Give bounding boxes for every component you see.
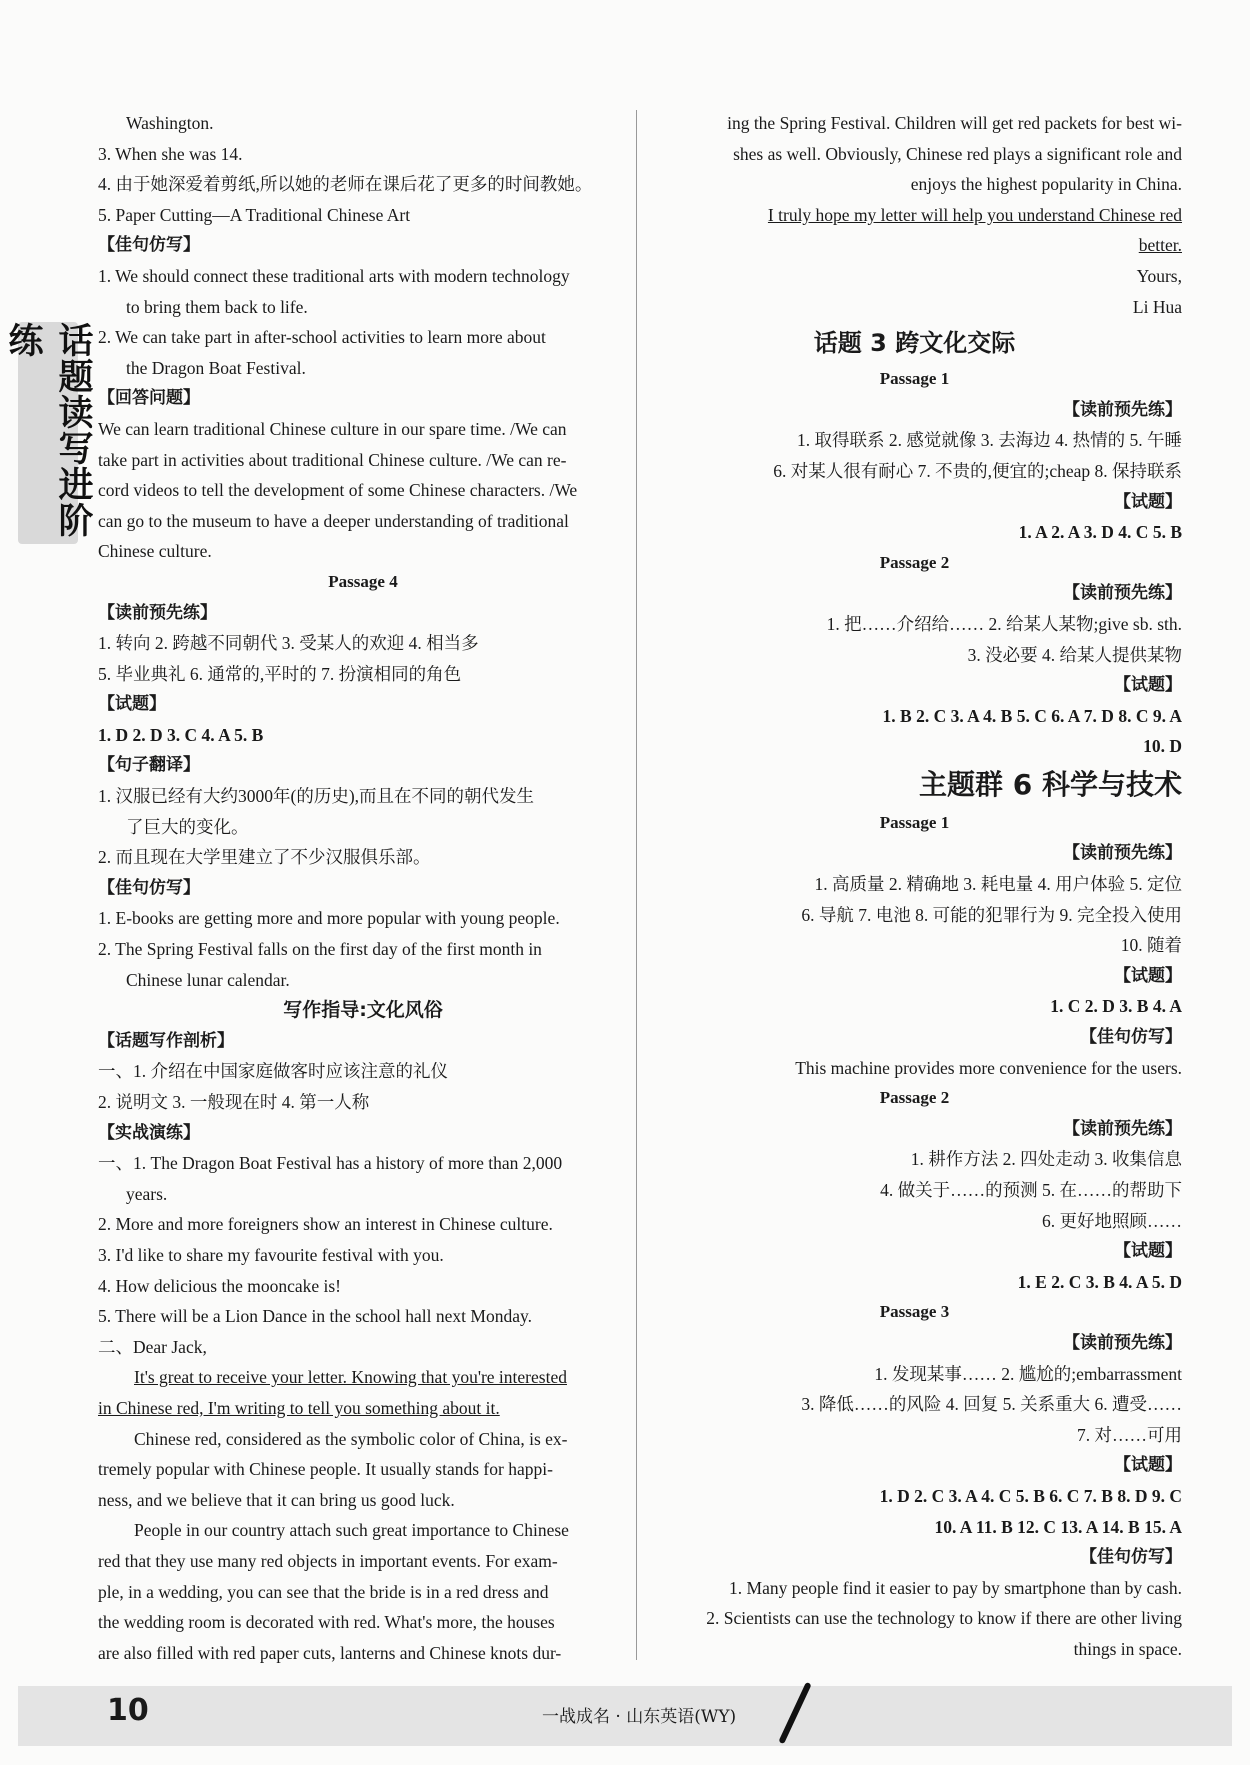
answer-line: 4. 由于她深爱着剪纸,所以她的老师在课后花了更多的时间教她。 xyxy=(98,174,593,195)
letter-line: the wedding room is decorated with red. What's more, the houses xyxy=(98,1612,555,1633)
answer-line: Washington. xyxy=(126,113,214,133)
letter-signature: Li Hua xyxy=(1132,296,1182,317)
answer-line: cord videos to tell the development of some Chinese characters. /We xyxy=(98,480,578,501)
answer-line: 6. 导航 7. 电池 8. 可能的犯罪行为 9. 完全投入使用 xyxy=(801,904,1182,925)
answer-line: 5. Paper Cutting—A Traditional Chinese Art xyxy=(98,204,411,225)
answer-line: 1. E-books are getting more and more popular with young people. xyxy=(98,908,560,929)
answer-line: to bring them back to life. xyxy=(126,296,308,317)
answer-line: 1. 发现某事…… 2. 尴尬的;embarrassment xyxy=(874,1363,1182,1384)
letter-closing: Yours, xyxy=(1136,265,1182,286)
answer-line: 1. E 2. C 3. B 4. A 5. D xyxy=(1017,1271,1182,1292)
letter-line: red that they use many red objects in important events. For exam- xyxy=(98,1550,558,1571)
answer-line: 1. 高质量 2. 精确地 3. 耗电量 4. 用户体验 5. 定位 xyxy=(814,874,1182,895)
answer-line: 3. 降低……的风险 4. 回复 5. 关系重大 6. 遭受…… xyxy=(801,1394,1182,1415)
passage-title: Passage 2 xyxy=(879,552,950,572)
answer-line: 2. 而且现在大学里建立了不少汉服俱乐部。 xyxy=(98,847,431,868)
section-heading: 【话题写作剖析】 xyxy=(98,1030,234,1051)
answer-line: 2. Scientists can use the technology to know if there are other living xyxy=(706,1608,1182,1629)
letter-line: enjoys the highest popularity in China. xyxy=(910,174,1182,195)
answer-line: Chinese lunar calendar. xyxy=(126,969,290,990)
side-tab-label: 话题读写进阶练 xyxy=(3,322,93,538)
answer-line: 1. A 2. A 3. D 4. C 5. B xyxy=(1018,522,1182,543)
answer-line: 一、1. The Dragon Boat Festival has a history of more than 2,000 xyxy=(98,1153,563,1174)
column-divider xyxy=(636,110,637,1660)
section-heading: 【读前预先练】 xyxy=(1063,1332,1182,1353)
letter-line: I truly hope my letter will help you understand Chinese red xyxy=(767,204,1182,225)
passage-title: Passage 1 xyxy=(879,369,950,389)
footer-title: 一战成名 · 山东英语(WY) xyxy=(542,1707,737,1727)
section-heading: 【佳句仿写】 xyxy=(98,235,200,256)
passage-title: Passage 2 xyxy=(879,1088,950,1108)
letter-line: shes as well. Obviously, Chinese red plays a significant role and xyxy=(733,143,1182,164)
answer-line: 10. D xyxy=(1143,736,1182,757)
answer-line: can go to the museum to have a deeper understanding of traditional xyxy=(98,510,569,531)
answer-line: 3. I'd like to share my favourite festival with you. xyxy=(98,1244,444,1265)
answer-line: Chinese culture. xyxy=(98,541,212,562)
answer-line: 1. B 2. C 3. A 4. B 5. C 6. A 7. D 8. C 9. A xyxy=(882,705,1182,726)
answer-line: 1. 汉服已经有大约3000年(的历史),而且在不同的朝代发生 xyxy=(98,786,535,807)
right-column xyxy=(647,108,1182,1665)
answer-line: 3. When she was 14. xyxy=(98,143,243,164)
answer-line: We can learn traditional Chinese culture in our spare time. /We can xyxy=(98,418,567,439)
answer-line: 1. Many people find it easier to pay by smartphone than by cash. xyxy=(729,1577,1182,1598)
answer-line: 5. There will be a Lion Dance in the school hall next Monday. xyxy=(98,1306,532,1327)
answer-line: 6. 对某人很有耐心 7. 不贵的,便宜的;cheap 8. 保持联系 xyxy=(773,460,1182,481)
passage-title: Passage 4 xyxy=(328,571,398,591)
answer-line: 2. More and more foreigners show an interest in Chinese culture. xyxy=(98,1214,553,1235)
answer-line: take part in activities about traditional Chinese culture. /We can re- xyxy=(98,449,567,470)
answer-line: 5. 毕业典礼 6. 通常的,平时的 7. 扮演相同的角色 xyxy=(98,663,462,684)
answer-line: 10. 随着 xyxy=(1120,935,1182,956)
answer-line: 了巨大的变化。 xyxy=(126,816,249,837)
theme-group-title: 主题群 6 科学与技术 xyxy=(919,767,1182,801)
answer-line: 2. The Spring Festival falls on the first day of the first month in xyxy=(98,939,542,960)
letter-salutation: 二、Dear Jack, xyxy=(98,1336,207,1357)
section-heading: 【试题】 xyxy=(1114,491,1182,512)
answer-line: the Dragon Boat Festival. xyxy=(126,357,306,378)
letter-line: better. xyxy=(1138,235,1182,256)
answer-line: 1. D 2. D 3. C 4. A 5. B xyxy=(98,724,264,745)
letter-line: It's great to receive your letter. Knowing that you're interested xyxy=(134,1367,567,1388)
section-heading: 【试题】 xyxy=(1114,675,1182,696)
answer-line: 1. D 2. C 3. A 4. C 5. B 6. C 7. B 8. D 9. C xyxy=(879,1485,1182,1506)
answer-line: things in space. xyxy=(1073,1638,1182,1659)
section-heading: 【读前预先练】 xyxy=(1063,843,1182,864)
section-heading: 【试题】 xyxy=(1114,965,1182,986)
answer-line: This machine provides more convenience for the users. xyxy=(795,1057,1182,1078)
left-column xyxy=(98,108,628,1668)
letter-line: are also filled with red paper cuts, lanterns and Chinese knots dur- xyxy=(98,1642,562,1663)
section-heading: 【读前预先练】 xyxy=(1063,1118,1182,1139)
section-heading: 【读前预先练】 xyxy=(98,602,217,623)
answer-line: 一、1. 介绍在中国家庭做客时应该注意的礼仪 xyxy=(98,1061,448,1082)
section-heading: 【佳句仿写】 xyxy=(1080,1547,1182,1568)
passage-title: Passage 3 xyxy=(879,1302,950,1322)
passage-title: Passage 1 xyxy=(879,812,950,832)
section-heading: 【试题】 xyxy=(1114,1241,1182,1262)
answer-line: 4. How delicious the mooncake is! xyxy=(98,1275,342,1296)
answer-line: 1. C 2. D 3. B 4. A xyxy=(1050,996,1182,1017)
letter-line: in Chinese red, I'm writing to tell you something about it. xyxy=(98,1397,500,1418)
answer-line: 1. 耕作方法 2. 四处走动 3. 收集信息 xyxy=(910,1149,1182,1170)
letter-line: ple, in a wedding, you can see that the bride is in a red dress and xyxy=(98,1581,549,1602)
section-heading: 【回答问题】 xyxy=(98,388,200,409)
writing-guide-title: 写作指导:文化风俗 xyxy=(283,999,443,1022)
section-heading: 【读前预先练】 xyxy=(1063,399,1182,420)
answer-line: 4. 做关于……的预测 5. 在……的帮助下 xyxy=(880,1180,1182,1200)
answer-line: 10. A 11. B 12. C 13. A 14. B 15. A xyxy=(934,1516,1182,1537)
section-heading: 【读前预先练】 xyxy=(1063,583,1182,604)
section-heading: 【佳句仿写】 xyxy=(1080,1027,1182,1048)
section-heading: 【句子翻译】 xyxy=(98,755,200,776)
section-heading: 【实战演练】 xyxy=(98,1122,200,1143)
answer-line: 2. 说明文 3. 一般现在时 4. 第一人称 xyxy=(98,1092,370,1112)
answer-line: years. xyxy=(126,1183,168,1204)
page-number: 10 xyxy=(107,1693,149,1728)
answer-line: 6. 更好地照顾…… xyxy=(1042,1210,1182,1231)
answer-line: 1. 取得联系 2. 感觉就像 3. 去海边 4. 热情的 5. 午睡 xyxy=(797,430,1182,451)
answer-line: 2. We can take part in after-school activities to learn more about xyxy=(98,327,546,348)
section-heading: 【佳句仿写】 xyxy=(98,877,200,898)
answer-line: 1. 转向 2. 跨越不同朝代 3. 受某人的欢迎 4. 相当多 xyxy=(98,633,479,654)
topic-title: 话题 3 跨文化交际 xyxy=(813,329,1016,358)
letter-line: ness, and we believe that it can bring us good luck. xyxy=(98,1489,455,1510)
side-section-tab xyxy=(3,322,93,544)
answer-line: 7. 对……可用 xyxy=(1077,1424,1182,1445)
letter-line: tremely popular with Chinese people. It usually stands for happi- xyxy=(98,1459,553,1480)
answer-line: 1. We should connect these traditional arts with modern technology xyxy=(98,265,570,286)
letter-line: Chinese red, considered as the symbolic color of China, is ex- xyxy=(134,1428,568,1449)
answer-line: 1. 把……介绍给…… 2. 给某人某物;give sb. sth. xyxy=(826,613,1182,634)
letter-line: ing the Spring Festival. Children will get red packets for best wi- xyxy=(727,113,1182,133)
letter-line: People in our country attach such great importance to Chinese xyxy=(134,1520,569,1541)
section-heading: 【试题】 xyxy=(1114,1455,1182,1476)
answer-line: 3. 没必要 4. 给某人提供某物 xyxy=(967,644,1182,665)
section-heading: 【试题】 xyxy=(98,694,166,715)
